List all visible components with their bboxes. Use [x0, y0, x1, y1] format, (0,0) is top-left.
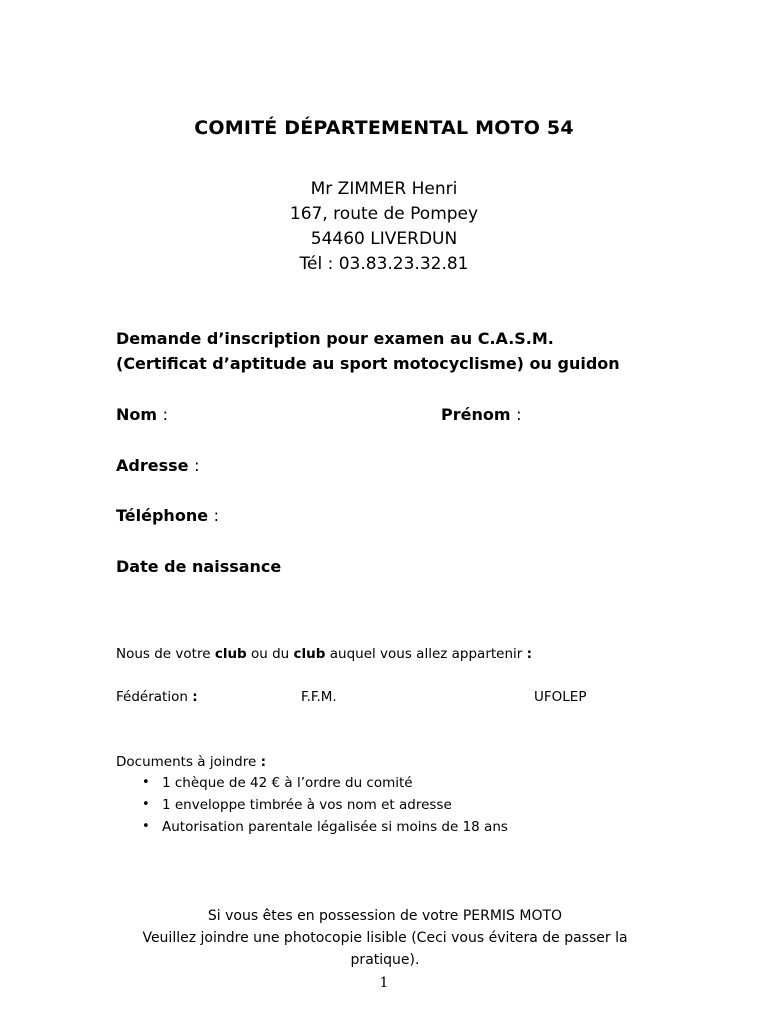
- address-phone: Tél : 03.83.23.32.81: [299, 254, 469, 274]
- club-text-1: Nous de votre: [116, 646, 215, 662]
- federation-option-ufolep: UFOLEP: [534, 689, 587, 705]
- club-text-2: ou du: [246, 646, 294, 662]
- documents-heading-text: Documents à joindre: [116, 754, 261, 770]
- field-nom-colon: :: [162, 405, 169, 424]
- list-item: [116, 816, 508, 838]
- list-item: [116, 794, 508, 816]
- federation-label-text: Fédération: [116, 689, 193, 705]
- request-line-1: Demande d’inscription pour examen au C.A.S.M.: [116, 329, 554, 348]
- address-block: [0, 177, 768, 277]
- footer-line-1: Si vous êtes en possession de votre PERMIS MOTO: [207, 908, 563, 924]
- address-street: 167, route de Pompey: [289, 204, 479, 224]
- address-city: 54460 LIVERDUN: [310, 229, 458, 249]
- document-item-text: 1 chèque de 42 € à l’ordre du comité: [162, 775, 413, 791]
- club-word-1: club: [214, 646, 247, 662]
- field-prenom: [441, 405, 522, 424]
- address-name: Mr ZIMMER Henri: [310, 179, 458, 199]
- request-line-2: (Certificat d’aptitude au sport motocyclisme) ou guidon: [116, 354, 620, 373]
- documents-heading: [116, 754, 266, 770]
- field-prenom-colon: :: [516, 405, 522, 424]
- field-adresse: [116, 456, 199, 475]
- bullet-icon: •: [142, 775, 150, 790]
- field-adresse-label: Adresse: [116, 456, 189, 475]
- field-nom-label: Nom: [116, 405, 158, 424]
- field-nom: [116, 405, 168, 424]
- footer-note: [130, 905, 640, 971]
- page-number: 1: [379, 975, 389, 991]
- field-prenom-label: Prénom: [441, 405, 511, 424]
- documents-list: [116, 772, 508, 838]
- footer-line-2: Veuillez joindre une photocopie lisible (Ceci vous évitera de passer la pratique).: [142, 930, 628, 968]
- club-colon: :: [526, 646, 533, 662]
- federation-option-ffm: F.F.M.: [301, 689, 337, 705]
- field-adresse-colon: :: [194, 456, 200, 475]
- document-item-text: Autorisation parentale légalisée si moins de 18 ans: [162, 819, 508, 835]
- field-telephone-label: Téléphone: [116, 506, 209, 525]
- bullet-icon: •: [142, 797, 150, 812]
- club-line: [116, 646, 532, 662]
- list-item: [116, 772, 508, 794]
- bullet-icon: •: [142, 819, 150, 834]
- federation-label: [116, 689, 198, 705]
- documents-colon: :: [260, 754, 266, 770]
- federation-colon: :: [192, 689, 198, 705]
- field-date-naissance: Date de naissance: [116, 557, 282, 576]
- document-item-text: 1 enveloppe timbrée à vos nom et adresse: [162, 797, 452, 813]
- field-telephone-colon: :: [213, 506, 220, 525]
- club-word-2: club: [293, 646, 326, 662]
- document-title: COMITÉ DÉPARTEMENTAL MOTO 54: [194, 117, 574, 139]
- club-text-3: auquel vous allez appartenir: [325, 646, 527, 662]
- field-telephone: [116, 506, 219, 525]
